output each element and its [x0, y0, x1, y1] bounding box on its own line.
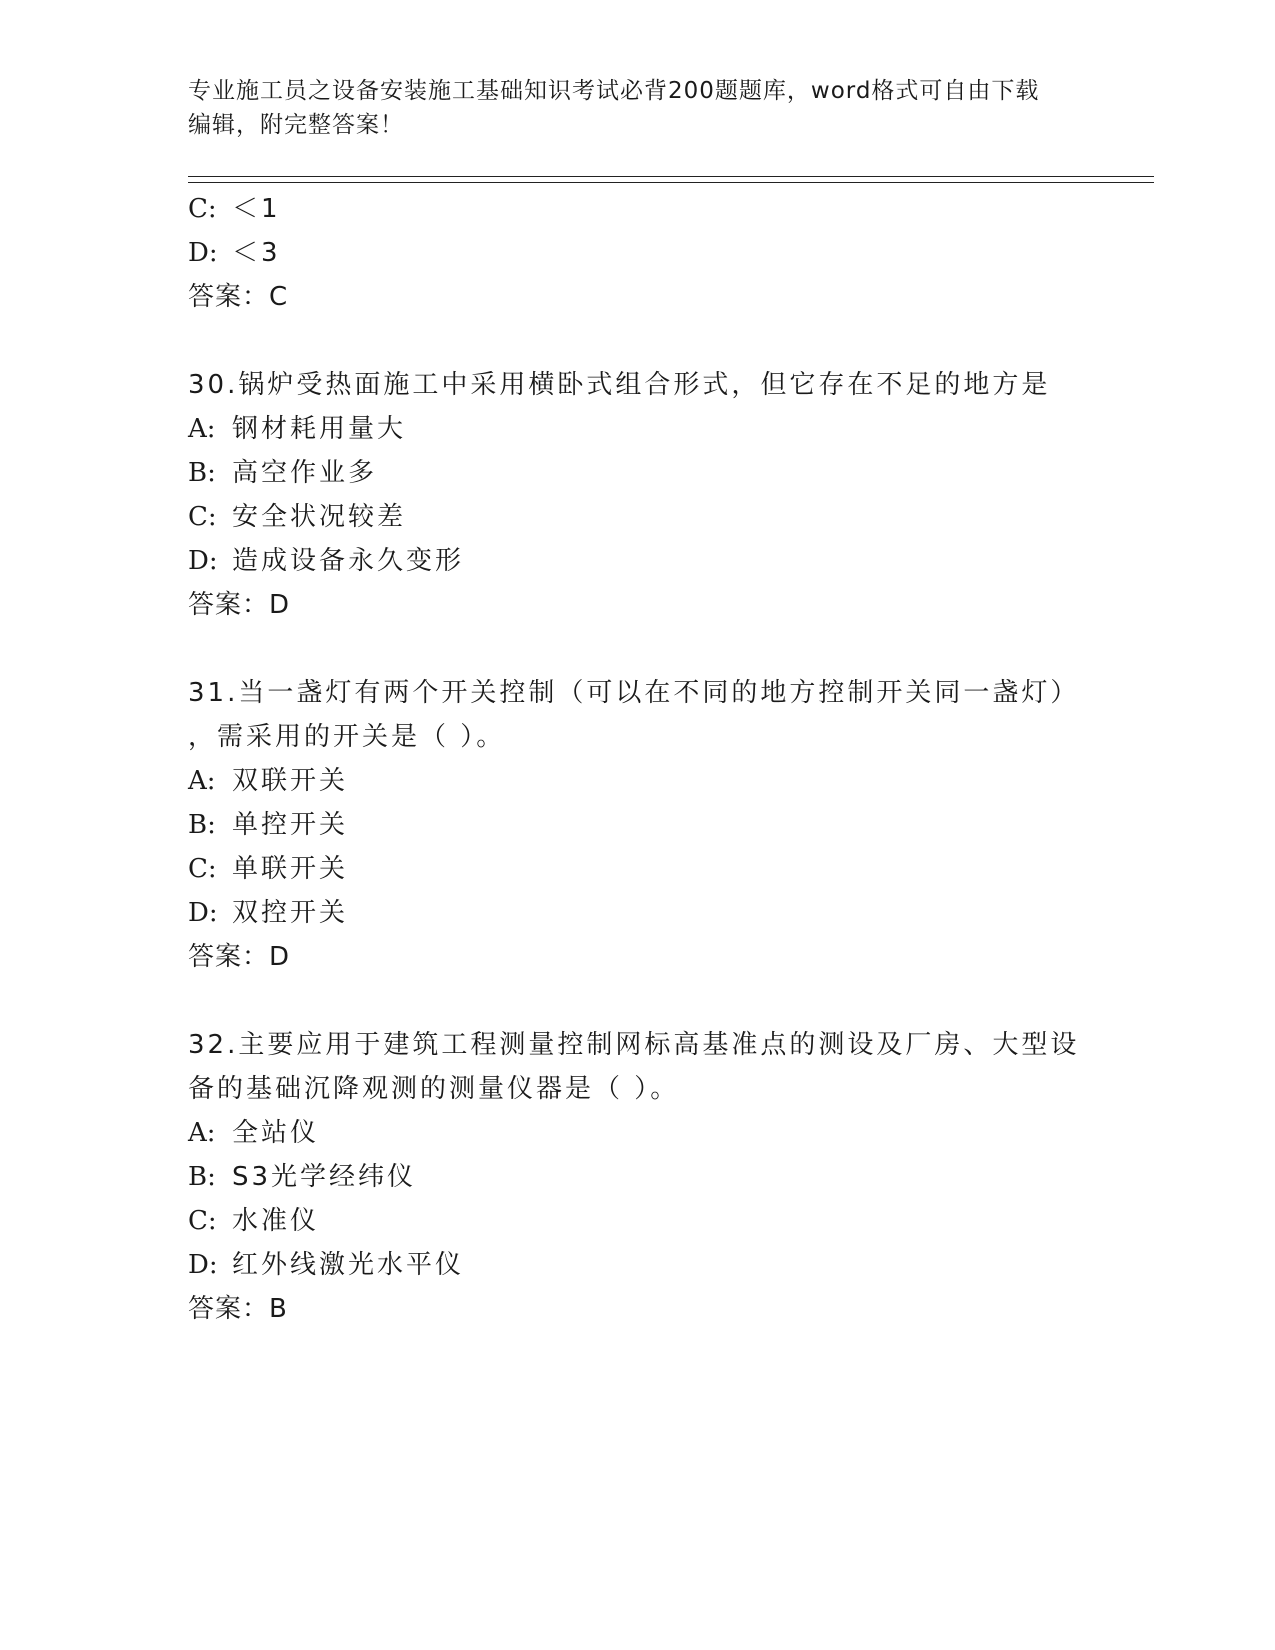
question-stem: 32.主要应用于建筑工程测量控制网标高基准点的测设及厂房、大型设	[188, 1030, 1080, 1060]
option-a	[188, 1116, 319, 1150]
option-d	[188, 896, 348, 930]
option-d	[188, 236, 281, 270]
option-c	[188, 500, 406, 534]
option-c	[188, 1204, 319, 1238]
option-text: S3光学经纬仪	[232, 1162, 417, 1192]
option-label: A:	[188, 1118, 216, 1148]
option-label: A:	[188, 414, 216, 444]
option-text: ＜3	[232, 238, 281, 268]
option-label: B:	[188, 810, 216, 840]
option-text: 双联开关	[232, 766, 349, 796]
option-text: ＜1	[232, 194, 281, 224]
option-d	[188, 544, 464, 578]
answer-line: 答案：D	[188, 942, 291, 972]
option-label: C:	[188, 1206, 217, 1236]
option-label: C:	[188, 194, 217, 224]
answer-line: 答案：C	[188, 282, 289, 312]
option-b	[188, 456, 377, 490]
option-label: D:	[188, 898, 218, 928]
option-text: 钢材耗用量大	[232, 414, 407, 444]
answer-line: 答案：B	[188, 1294, 288, 1324]
header-divider-top	[188, 176, 1154, 177]
option-text: 双控开关	[232, 898, 349, 928]
option-text: 安全状况较差	[232, 502, 407, 532]
option-label: D:	[188, 238, 218, 268]
header-title-line-2: 编辑，附完整答案！	[188, 112, 404, 138]
option-d	[188, 1248, 464, 1282]
option-text: 全站仪	[232, 1118, 320, 1148]
option-text: 高空作业多	[232, 458, 378, 488]
answer-line: 答案：D	[188, 590, 291, 620]
question-stem: 30.锅炉受热面施工中采用横卧式组合形式，但它存在不足的地方是	[188, 370, 1051, 400]
question-stem: 31.当一盏灯有两个开关控制（可以在不同的地方控制开关同一盏灯）	[188, 678, 1080, 708]
option-label: B:	[188, 458, 216, 488]
option-label: D:	[188, 1250, 218, 1280]
option-text: 水准仪	[232, 1206, 320, 1236]
question-stem-continued: 备的基础沉降观测的测量仪器是（ ）。	[188, 1074, 680, 1104]
option-label: B:	[188, 1162, 216, 1192]
option-text: 单联开关	[232, 854, 349, 884]
option-label: C:	[188, 502, 217, 532]
option-a	[188, 764, 348, 798]
option-label: A:	[188, 766, 216, 796]
option-label: D:	[188, 546, 218, 576]
header-divider-bottom	[188, 182, 1154, 183]
option-label: C:	[188, 854, 217, 884]
option-text: 造成设备永久变形	[232, 546, 465, 576]
option-b	[188, 1160, 416, 1194]
option-text: 单控开关	[232, 810, 349, 840]
document-header	[188, 74, 1078, 142]
option-a	[188, 412, 406, 446]
option-b	[188, 808, 348, 842]
header-title-line-1: 专业施工员之设备安装施工基础知识考试必背200题题库，word格式可自由下载	[188, 78, 1040, 104]
question-stem-continued: ，需采用的开关是（ ）。	[188, 722, 506, 752]
option-text: 红外线激光水平仪	[232, 1250, 465, 1280]
option-c	[188, 192, 281, 226]
option-c	[188, 852, 348, 886]
